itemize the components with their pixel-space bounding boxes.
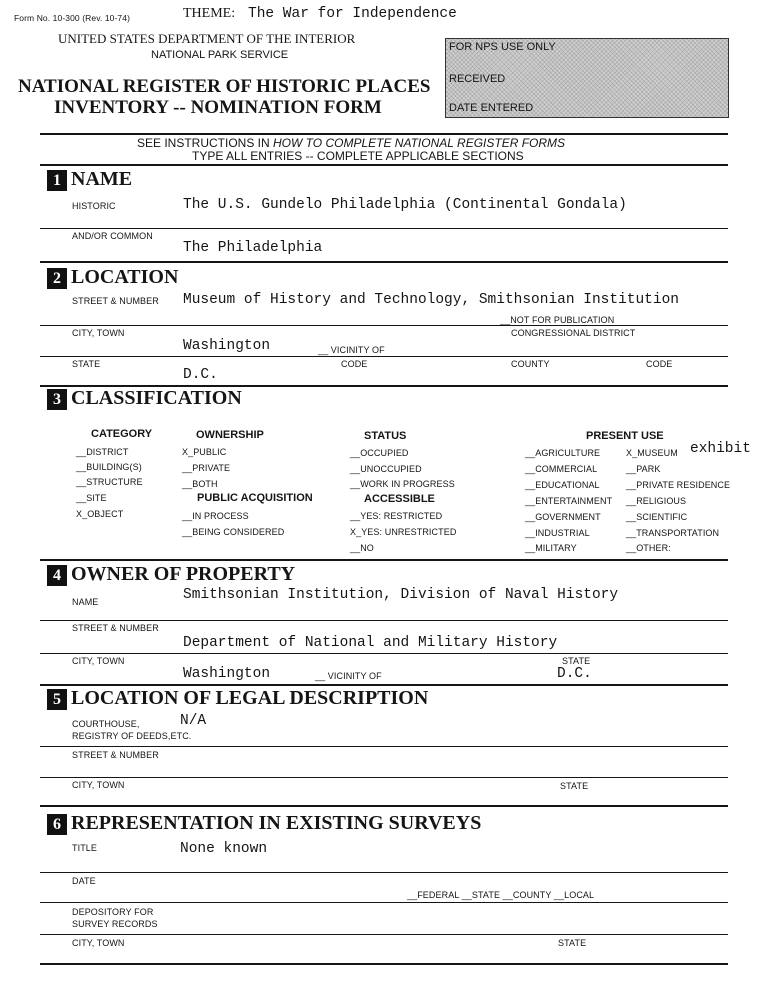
- street-value[interactable]: Museum of History and Technology, Smithsonian Institution: [183, 292, 679, 308]
- section-1-title: NAME: [71, 168, 133, 190]
- street-label: STREET & NUMBER: [72, 296, 159, 306]
- survey-city-label: CITY, TOWN: [72, 938, 125, 948]
- use-industrial[interactable]: __INDUSTRIAL: [525, 528, 590, 538]
- category-site[interactable]: __SITE: [76, 493, 107, 503]
- section-5-number: 5: [47, 689, 67, 710]
- category-district[interactable]: __DISTRICT: [76, 447, 129, 457]
- acquisition-being-considered[interactable]: __BEING CONSIDERED: [182, 527, 285, 537]
- vicinity-of[interactable]: __ VICINITY OF: [318, 345, 385, 355]
- courthouse-value[interactable]: N/A: [180, 713, 207, 729]
- section-2-title: LOCATION: [71, 266, 179, 288]
- historic-value[interactable]: The U.S. Gundelo Philadelphia (Continental Gondala): [183, 197, 627, 213]
- ownership-private[interactable]: __PRIVATE: [182, 463, 231, 473]
- section-6-number: 6: [47, 814, 67, 835]
- code-label: CODE: [341, 359, 368, 369]
- category-structure[interactable]: __STRUCTURE: [76, 477, 143, 487]
- use-other[interactable]: __OTHER:: [626, 543, 671, 553]
- use-government[interactable]: __GOVERNMENT: [525, 512, 601, 522]
- divider: [40, 261, 728, 263]
- use-agriculture[interactable]: __AGRICULTURE: [525, 448, 601, 458]
- ownership-public[interactable]: X_PUBLIC: [182, 447, 227, 457]
- type-all-entries: TYPE ALL ENTRIES -- COMPLETE APPLICABLE SECTIONS: [192, 149, 524, 163]
- theme-value: The War for Independence: [248, 6, 457, 22]
- divider: [40, 164, 728, 166]
- courthouse-label: COURTHOUSE,: [72, 719, 140, 729]
- registry-label: REGISTRY OF DEEDS,ETC.: [72, 731, 192, 741]
- use-private-residence[interactable]: __PRIVATE RESIDENCE: [626, 480, 731, 490]
- owner-city-label: CITY, TOWN: [72, 656, 125, 666]
- use-scientific[interactable]: __SCIENTIFIC: [626, 512, 688, 522]
- divider: [40, 620, 728, 621]
- legal-state-label: STATE: [560, 781, 589, 791]
- instructions: SEE INSTRUCTIONS IN HOW TO COMPLETE NATIONAL REGISTER FORMS: [137, 136, 566, 150]
- use-commercial[interactable]: __COMMERCIAL: [525, 464, 598, 474]
- museum-note[interactable]: exhibit: [690, 441, 751, 457]
- survey-levels[interactable]: __FEDERAL __STATE __COUNTY __LOCAL: [407, 890, 595, 900]
- survey-state-label: STATE: [558, 938, 587, 948]
- divider: [40, 777, 728, 778]
- access-yes-restricted[interactable]: __YES: RESTRICTED: [350, 511, 443, 521]
- access-yes-unrestricted[interactable]: X_YES: UNRESTRICTED: [350, 527, 457, 537]
- city-label: CITY, TOWN: [72, 328, 125, 338]
- use-transportation[interactable]: __TRANSPORTATION: [626, 528, 720, 538]
- nps-use-box: [445, 38, 729, 118]
- nps-use-label: FOR NPS USE ONLY: [449, 41, 556, 53]
- congressional-district-label: CONGRESSIONAL DISTRICT: [511, 328, 636, 338]
- divider: [40, 228, 728, 229]
- common-label: AND/OR COMMON: [72, 231, 153, 241]
- section-2-number: 2: [47, 268, 67, 289]
- depository-label-line1: DEPOSITORY FOR: [72, 907, 154, 917]
- divider: [40, 934, 728, 935]
- category-header: CATEGORY: [91, 428, 153, 440]
- service: NATIONAL PARK SERVICE: [151, 49, 289, 61]
- divider: [40, 325, 728, 326]
- ownership-header: OWNERSHIP: [196, 429, 264, 441]
- divider: [40, 653, 728, 654]
- use-park[interactable]: __PARK: [626, 464, 661, 474]
- owner-street-value[interactable]: Department of National and Military History: [183, 635, 558, 651]
- section-3-number: 3: [47, 389, 67, 410]
- use-religious[interactable]: __RELIGIOUS: [626, 496, 687, 506]
- section-4-number: 4: [47, 565, 67, 586]
- use-military[interactable]: __MILITARY: [525, 543, 577, 553]
- owner-state-value[interactable]: D.C.: [557, 666, 592, 682]
- legal-street-label: STREET & NUMBER: [72, 750, 159, 760]
- public-acquisition-header: PUBLIC ACQUISITION: [197, 492, 313, 504]
- divider: [40, 872, 728, 873]
- divider: [40, 805, 728, 807]
- common-value[interactable]: The Philadelphia: [183, 240, 323, 256]
- divider: [40, 902, 728, 903]
- divider: [40, 746, 728, 747]
- category-buildings[interactable]: __BUILDING(S): [76, 462, 142, 472]
- section-5-title: LOCATION OF LEGAL DESCRIPTION: [71, 687, 429, 709]
- use-educational[interactable]: __EDUCATIONAL: [525, 480, 600, 490]
- survey-date-label: DATE: [72, 876, 96, 886]
- theme-label: THEME:: [183, 6, 236, 21]
- status-unoccupied[interactable]: __UNOCCUPIED: [350, 464, 422, 474]
- section-3-title: CLASSIFICATION: [71, 387, 242, 409]
- received-label: RECEIVED: [449, 73, 506, 85]
- acquisition-in-process[interactable]: __IN PROCESS: [182, 511, 249, 521]
- owner-state-label: STATE: [562, 656, 591, 666]
- divider: [40, 559, 728, 561]
- accessible-header: ACCESSIBLE: [364, 493, 435, 505]
- use-entertainment[interactable]: __ENTERTAINMENT: [525, 496, 613, 506]
- owner-vicinity-of[interactable]: __ VICINITY OF: [315, 671, 382, 681]
- date-entered-label: DATE ENTERED: [449, 102, 534, 114]
- owner-name-label: NAME: [72, 597, 99, 607]
- depository-label-line2: SURVEY RECORDS: [72, 919, 158, 929]
- divider: [40, 133, 728, 135]
- section-1-number: 1: [47, 170, 67, 191]
- legal-city-label: CITY, TOWN: [72, 780, 125, 790]
- historic-label: HISTORIC: [72, 201, 116, 211]
- not-for-publication[interactable]: __NOT FOR PUBLICATION: [500, 315, 615, 325]
- form-number: Form No. 10-300 (Rev. 10-74): [14, 13, 131, 23]
- owner-city-value[interactable]: Washington: [183, 666, 271, 682]
- use-museum[interactable]: X_MUSEUM: [626, 448, 678, 458]
- present-use-header: PRESENT USE: [586, 430, 664, 442]
- form-title-line2: INVENTORY -- NOMINATION FORM: [54, 97, 382, 118]
- category-object[interactable]: X_OBJECT: [76, 509, 124, 519]
- county-label: COUNTY: [511, 359, 550, 369]
- owner-name-value[interactable]: Smithsonian Institution, Division of Naval History: [183, 587, 619, 603]
- divider: [40, 684, 728, 686]
- status-work-in-progress[interactable]: __WORK IN PROGRESS: [350, 479, 455, 489]
- owner-street-label: STREET & NUMBER: [72, 623, 159, 633]
- form-title-line1: NATIONAL REGISTER OF HISTORIC PLACES: [18, 76, 431, 97]
- access-no[interactable]: __NO: [350, 543, 374, 553]
- ownership-both[interactable]: __BOTH: [182, 479, 218, 489]
- divider: [40, 356, 728, 357]
- survey-title-label: TITLE: [72, 843, 98, 853]
- section-6-title: REPRESENTATION IN EXISTING SURVEYS: [71, 812, 482, 834]
- divider: [40, 963, 728, 965]
- city-value[interactable]: Washington: [183, 338, 271, 354]
- code2-label: CODE: [646, 359, 673, 369]
- state-value[interactable]: D.C.: [183, 367, 218, 383]
- status-occupied[interactable]: __OCCUPIED: [350, 448, 409, 458]
- state-label: STATE: [72, 359, 101, 369]
- department: UNITED STATES DEPARTMENT OF THE INTERIOR: [58, 31, 356, 46]
- survey-title-value[interactable]: None known: [180, 841, 268, 857]
- status-header: STATUS: [364, 430, 407, 442]
- section-4-title: OWNER OF PROPERTY: [71, 563, 296, 585]
